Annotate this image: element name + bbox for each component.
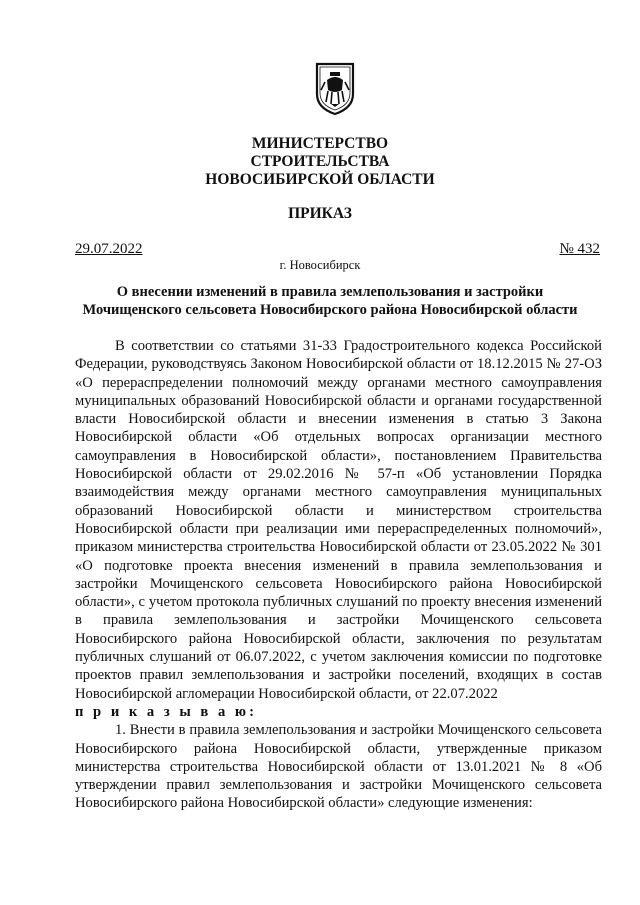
order-word: п р и к а з ы в а ю: (75, 703, 257, 720)
order-city: г. Новосибирск (279, 258, 361, 272)
ministry-name (0, 135, 640, 189)
order-subject (60, 283, 600, 319)
order-body (75, 337, 602, 813)
subject-line: О внесении изменений в правила землепользования и застройки (116, 284, 544, 300)
ministry-line: МИНИСТЕРСТВО (251, 135, 389, 152)
order-date: 29.07.2022 (75, 241, 143, 257)
item-1-paragraph: 1. Внести в правила землепользования и застройки Мочищенского сельсовета Новосибирского района Новосибирской области, утвержденные приказом министерства строительства Новосибирской области от 13.01.2021 № 8 «Об утверждении правил землепользования и застройки Мочищенского сельсовета Новосибирского района Новосибирской области» следующие изменения: (75, 722, 602, 812)
ministry-line: СТРОИТЕЛЬСТВА (250, 153, 390, 170)
subject-line: Мочищенского сельсовета Новосибирского района Новосибирской области (82, 302, 578, 318)
order-number: № 432 (559, 241, 600, 257)
ministry-line: НОВОСИБИРСКОЙ ОБЛАСТИ (205, 171, 435, 188)
coat-of-arms-emblem (311, 60, 359, 116)
preamble-paragraph: В соответствии со статьями 31-33 Градостроительного кодекса Российской Федерации, руководствуясь Законом Новосибирской области от 18.12.2015 № 27-ОЗ «О перераспределении полномочий между органами местного самоуправления муниципальных образований Новосибирской области и органами государственной власти Новосибирской области и внесении изменения в статью 3 Закона Новосибирской области «Об отдельных вопросах организации местного самоуправления в Новосибирской области», постановлением Правительства Новосибирской области от 29.02.2016 № 57-п «Об установлении Порядка взаимодействия между органами местного самоуправления муниципальных образований Новосибирской области и министерством строительства Новосибирской области при реализации ими перераспределенных полномочий», приказом министерства строительства Новосибирской области от 23.05.2022 № 301 «О подготовке проекта внесения изменений в правила землепользования и застройки Мочищенского сельсовета Новосибирского района Новосибирской области», с учетом протокола публичных слушаний по проекту внесения изменений в правила землепользования и застройки Мочищенского сельсовета Новосибирского района Новосибирской области, заключения по результатам публичных слушаний от 06.07.2022, с учетом заключения комиссии по подготовке проектов правил землепользования и застройки поселений, входящих в состав Новосибирской агломерации Новосибирской области, от 22.07.2022 (75, 338, 602, 702)
document-type: ПРИКАЗ (288, 205, 352, 222)
